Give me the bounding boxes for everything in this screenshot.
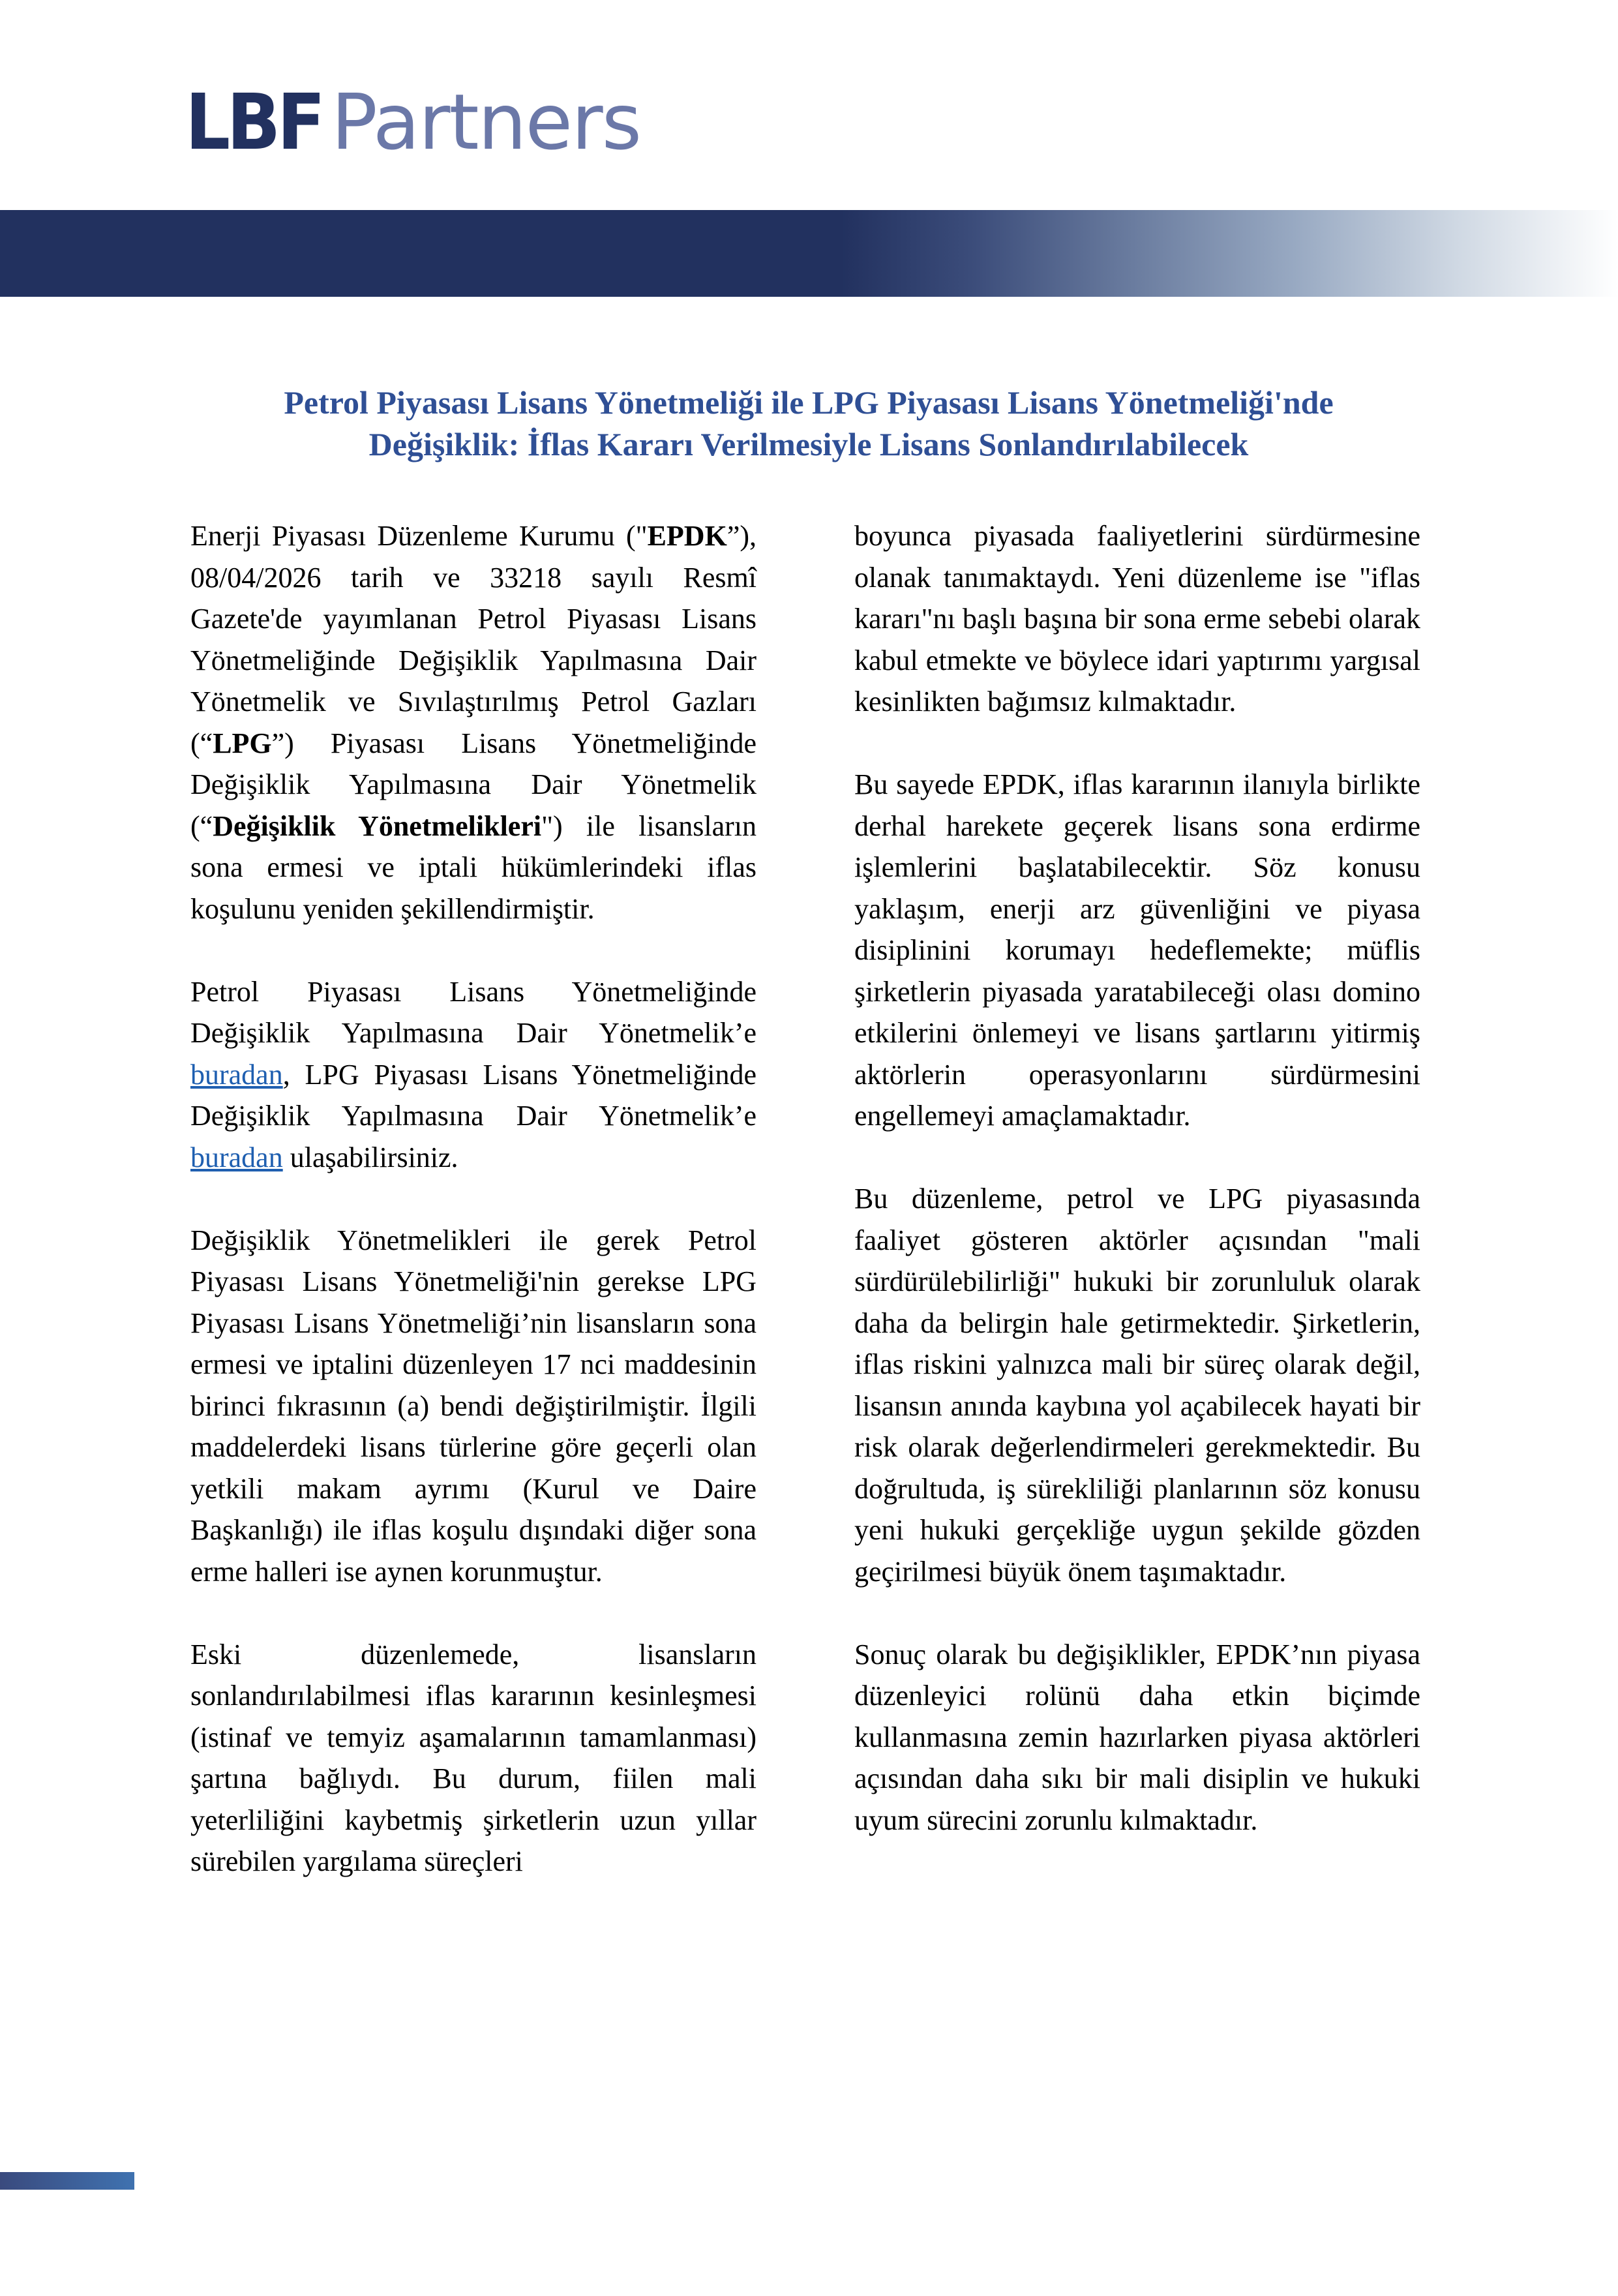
title-line-1: Petrol Piyasası Lisans Yönetmeliği ile LPG Piyasası Lisans Yönetmeliği'nde: [284, 384, 1334, 421]
text: ulaşabilirsiniz.: [282, 1141, 458, 1173]
right-column: [854, 515, 1420, 1882]
text: ”), 08/04/2026 tarih ve 33218 sayılı Resmî Gazete'de yayımlanan Petrol Piyasası Lisans Yönetmeliğinde Değişiklik Yapılmasına Dair Yönetmelik ve Sıvılaştırılmış Petrol Gazları (“: [190, 520, 757, 759]
left-column: [190, 515, 757, 1924]
paragraph-amendment: Değişiklik Yönetmelikleri ile gerek Petrol Piyasası Lisans Yönetmeliği'nin gerekse LPG Piyasası Lisans Yönetmeliği’nin lisansların sona ermesi ve iptalini düzenleyen 17 nci maddesinin birinci fıkrasının (a) bendi değiştirilmiştir. İlgili maddelerdeki lisans türlerine göre geçerli olan yetkili makam ayrımı (Kurul ve Daire Başkanlığı) ile iflas koşulu dışındaki diğer sona erme halleri ise aynen korunmuştur.: [190, 1224, 757, 1588]
paragraph-epdk-action: Bu sayede EPDK, iflas kararının ilanıyla birlikte derhal harekete geçerek lisans sona erdirme işlemlerini başlatabilecektir. Söz konusu yaklaşım, enerji arz güvenliğini ve piyasa disiplinini korumayı hedeflemekte; müflis şirketlerin piyasada yaratabileceği olası domino etkilerini önlemeyi ve lisans şartlarını yitirmiş aktörlerin operasyonlarını sürdürmesini engellemeyi amaçlamaktadır.: [854, 768, 1420, 1132]
link-lpg-regulation[interactable]: buradan: [190, 1141, 283, 1173]
paragraph-old-regulation: Eski düzenlemede, lisansların sonlandırılabilmesi iflas kararının kesinleşmesi (istinaf ve temyiz aşamalarının tamamlanması) şartına bağlıydı. Bu durum, fiilen mali yeterliliğini kaybetmiş şirketlerin uzun yıllar sürebilen yargılama süreçleri: [190, 1638, 757, 1877]
article-title: [163, 382, 1454, 465]
logo-lbf: LBF: [185, 77, 322, 167]
text: ") ile lisansların sona ermesi ve iptali hükümlerindeki iflas koşulunu yeniden şekillendirmiştir.: [190, 809, 757, 925]
header-gradient-banner: [0, 210, 1618, 297]
link-petrol-regulation[interactable]: buradan: [190, 1058, 283, 1091]
text: Petrol Piyasası Lisans Yönetmeliğinde Değişiklik Yapılmasına Dair Yönetmelik’e: [190, 975, 757, 1049]
paragraph-conclusion: Sonuç olarak bu değişiklikler, EPDK’nın piyasa düzenleyici rolünü daha etkin biçimde kullanmasına zemin hazırlarken piyasa aktörleri açısından daha sıkı bir mali disiplin ve hukuki uyum sürecini zorunlu kılmaktadır.: [854, 1638, 1420, 1836]
term-epdk: EPDK: [647, 520, 727, 552]
term-degisiklik-yonetmelikleri: Değişiklik Yönetmelikleri: [213, 809, 542, 842]
paragraph-links: [190, 971, 757, 1179]
footer-accent-bar: [0, 2172, 134, 2190]
logo-partners: Partners: [331, 77, 641, 167]
title-line-2: Değişiklik: İflas Kararı Verilmesiyle Lisans Sonlandırılabilecek: [368, 426, 1249, 462]
paragraph-intro: [190, 515, 757, 929]
company-logo: [185, 77, 641, 167]
paragraph-continued: boyunca piyasada faaliyetlerini sürdürmesine olanak tanımaktaydı. Yeni düzenleme ise "iflas kararı"nı başlı başına bir sona erme sebebi olarak kabul etmekte ve böylece idari yaptırımı yargısal kesinlikten bağımsız kılmaktadır.: [854, 520, 1420, 718]
term-lpg: LPG: [213, 727, 272, 759]
text: , LPG Piyasası Lisans Yönetmeliğinde Değişiklik Yapılmasına Dair Yönetmelik’e: [190, 1058, 757, 1132]
text: ”) Piyasası Lisans Yönetmeliğinde Değişiklik Yapılmasına Dair Yönetmelik (“: [190, 727, 757, 842]
text: Enerji Piyasası Düzenleme Kurumu (": [190, 520, 648, 552]
paragraph-financial-sustainability: Bu düzenleme, petrol ve LPG piyasasında faaliyet gösteren aktörler açısından "mali sürdürülebilirliği" hukuki bir zorunluluk olarak daha da belirgin hale getirmektedir. Şirketlerin, iflas riskini yalnızca mali bir süreç olarak değil, lisansın anında kaybına yol açabilecek hayati bir risk olarak değerlendirmeleri gerekmektedir. Bu doğrultuda, iş sürekliliği planlarının söz konusu yeni hukuki gerçekliğe uygun şekilde gözden geçirilmesi büyük önem taşımaktadır.: [854, 1183, 1420, 1588]
